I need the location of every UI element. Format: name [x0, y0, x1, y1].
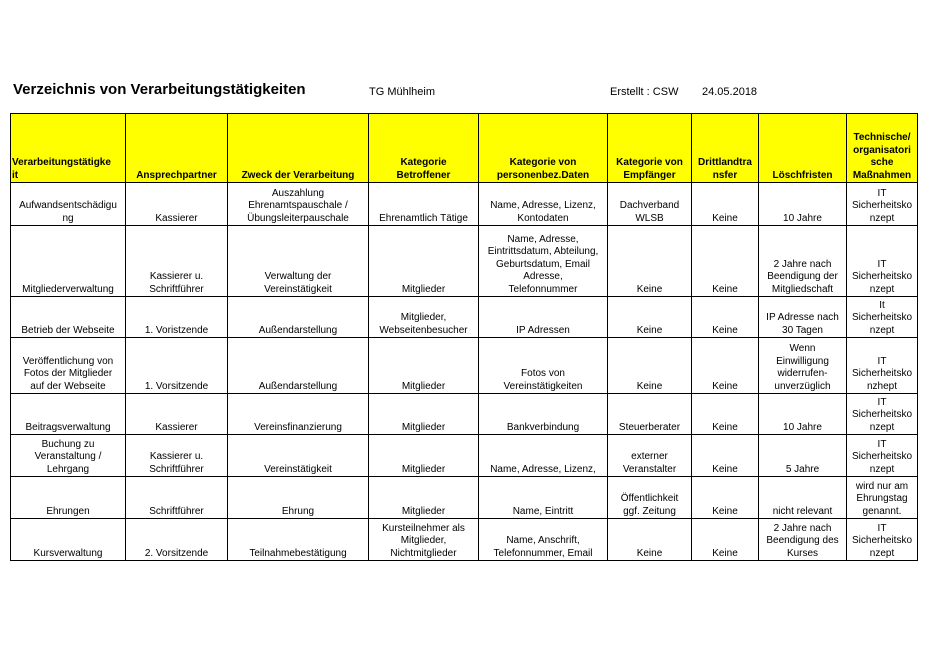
cell-third-country-transfer: Keine — [692, 519, 759, 561]
table-row — [11, 183, 918, 226]
column-header-data-subjects: Kategorie Betroffener — [369, 114, 479, 183]
cell-deletion-periods: 10 Jahre — [759, 394, 847, 435]
cell-technical-measures: wird nur am Ehrungstag genannt. — [847, 477, 918, 519]
table-row — [11, 338, 918, 394]
cell-recipients: Steuerberater — [608, 394, 692, 435]
cell-contact-person: 2. Vorsitzende — [126, 519, 228, 561]
cell-purpose: Außendarstellung — [228, 338, 369, 394]
cell-activity: Aufwandsentschädigu ng — [11, 183, 126, 226]
column-header-third-country-transfer: Drittlandtra nsfer — [692, 114, 759, 183]
cell-third-country-transfer: Keine — [692, 226, 759, 297]
column-header-activity: Verarbeitungstätigke it — [11, 114, 126, 183]
table-row — [11, 435, 918, 477]
cell-personal-data-categories: Name, Eintritt — [479, 477, 608, 519]
cell-technical-measures: IT Sicherheitsko nzept — [847, 435, 918, 477]
cell-contact-person: Kassierer — [126, 183, 228, 226]
cell-data-subjects: Mitglieder — [369, 338, 479, 394]
cell-activity: Buchung zu Veranstaltung / Lehrgang — [11, 435, 126, 477]
organization-name: TG Mühlheim — [369, 86, 436, 98]
cell-activity: Veröffentlichung von Fotos der Mitglieder auf der Webseite — [11, 338, 126, 394]
cell-technical-measures: IT Sicherheitsko nzhept — [847, 338, 918, 394]
cell-data-subjects: Mitglieder — [369, 435, 479, 477]
table-header-row — [11, 114, 918, 183]
column-header-technical-measures: Technische/ organisatori sche Maßnahmen — [847, 114, 918, 183]
document-date: 24.05.2018 — [702, 86, 758, 98]
cell-data-subjects: Mitglieder — [369, 394, 479, 435]
cell-technical-measures: IT Sicherheitsko nzept — [847, 183, 918, 226]
cell-recipients: externer Veranstalter — [608, 435, 692, 477]
cell-third-country-transfer: Keine — [692, 394, 759, 435]
cell-personal-data-categories: IP Adressen — [479, 297, 608, 338]
cell-recipients: Keine — [608, 297, 692, 338]
cell-contact-person: Kassierer — [126, 394, 228, 435]
cell-deletion-periods: 5 Jahre — [759, 435, 847, 477]
cell-third-country-transfer: Keine — [692, 338, 759, 394]
column-header-deletion-periods: Löschfristen — [759, 114, 847, 183]
cell-deletion-periods: 10 Jahre — [759, 183, 847, 226]
cell-activity: Betrieb der Webseite — [11, 297, 126, 338]
cell-data-subjects: Mitglieder — [369, 226, 479, 297]
cell-purpose: Außendarstellung — [228, 297, 369, 338]
cell-personal-data-categories: Name, Adresse, Lizenz, Kontodaten — [479, 183, 608, 226]
cell-third-country-transfer: Keine — [692, 297, 759, 338]
cell-activity: Kursverwaltung — [11, 519, 126, 561]
cell-data-subjects: Mitglieder, Webseitenbesucher — [369, 297, 479, 338]
cell-personal-data-categories: Name, Adresse, Lizenz, — [479, 435, 608, 477]
cell-recipients: Dachverband WLSB — [608, 183, 692, 226]
table-row — [11, 477, 918, 519]
cell-data-subjects: Ehrenamtlich Tätige — [369, 183, 479, 226]
column-header-personal-data-categories: Kategorie von personenbez.Daten — [479, 114, 608, 183]
cell-data-subjects: Mitglieder — [369, 477, 479, 519]
created-by: Erstellt : CSW — [610, 86, 679, 98]
cell-purpose: Ehrung — [228, 477, 369, 519]
cell-contact-person: Kassierer u. Schriftführer — [126, 435, 228, 477]
cell-personal-data-categories: Bankverbindung — [479, 394, 608, 435]
cell-third-country-transfer: Keine — [692, 477, 759, 519]
column-header-purpose: Zweck der Verarbeitung — [228, 114, 369, 183]
cell-contact-person: 1. Voristzende — [126, 297, 228, 338]
cell-purpose: Vereinsfinanzierung — [228, 394, 369, 435]
cell-purpose: Verwaltung der Vereinstätigkeit — [228, 226, 369, 297]
cell-deletion-periods: nicht relevant — [759, 477, 847, 519]
cell-technical-measures: IT Sicherheitsko nzept — [847, 519, 918, 561]
cell-personal-data-categories: Name, Anschrift, Telefonnummer, Email — [479, 519, 608, 561]
cell-technical-measures: It Sicherheitsko nzept — [847, 297, 918, 338]
cell-contact-person: 1. Vorsitzende — [126, 338, 228, 394]
cell-personal-data-categories: Fotos von Vereinstätigkeiten — [479, 338, 608, 394]
cell-activity: Beitragsverwaltung — [11, 394, 126, 435]
cell-activity: Mitgliederverwaltung — [11, 226, 126, 297]
column-header-contact-person: Ansprechpartner — [126, 114, 228, 183]
cell-third-country-transfer: Keine — [692, 183, 759, 226]
table-row — [11, 226, 918, 297]
column-header-recipients: Kategorie von Empfänger — [608, 114, 692, 183]
cell-technical-measures: IT Sicherheitsko nzept — [847, 394, 918, 435]
cell-recipients: Keine — [608, 226, 692, 297]
table-row — [11, 394, 918, 435]
cell-deletion-periods: IP Adresse nach 30 Tagen — [759, 297, 847, 338]
processing-activities-table — [10, 113, 918, 561]
cell-recipients: Öffentlichkeit ggf. Zeitung — [608, 477, 692, 519]
cell-data-subjects: Kursteilnehmer als Mitglieder, Nichtmitglieder — [369, 519, 479, 561]
cell-activity: Ehrungen — [11, 477, 126, 519]
cell-personal-data-categories: Name, Adresse, Eintrittsdatum, Abteilung, Geburtsdatum, Email Adresse, Telefonnummer — [479, 226, 608, 297]
cell-contact-person: Schriftführer — [126, 477, 228, 519]
cell-purpose: Teilnahmebestätigung — [228, 519, 369, 561]
cell-deletion-periods: 2 Jahre nach Beendigung der Mitgliedschaft — [759, 226, 847, 297]
cell-third-country-transfer: Keine — [692, 435, 759, 477]
cell-recipients: Keine — [608, 338, 692, 394]
document-title: Verzeichnis von Verarbeitungstätigkeiten — [13, 81, 306, 98]
cell-deletion-periods: 2 Jahre nach Beendigung des Kurses — [759, 519, 847, 561]
cell-technical-measures: IT Sicherheitsko nzept — [847, 226, 918, 297]
table-row — [11, 519, 918, 561]
cell-contact-person: Kassierer u. Schriftführer — [126, 226, 228, 297]
cell-deletion-periods: Wenn Einwilligung widerrufen- unverzüglich — [759, 338, 847, 394]
cell-recipients: Keine — [608, 519, 692, 561]
table-row — [11, 297, 918, 338]
cell-purpose: Auszahlung Ehrenamtspauschale / Übungsleiterpauschale — [228, 183, 369, 226]
cell-purpose: Vereinstätigkeit — [228, 435, 369, 477]
